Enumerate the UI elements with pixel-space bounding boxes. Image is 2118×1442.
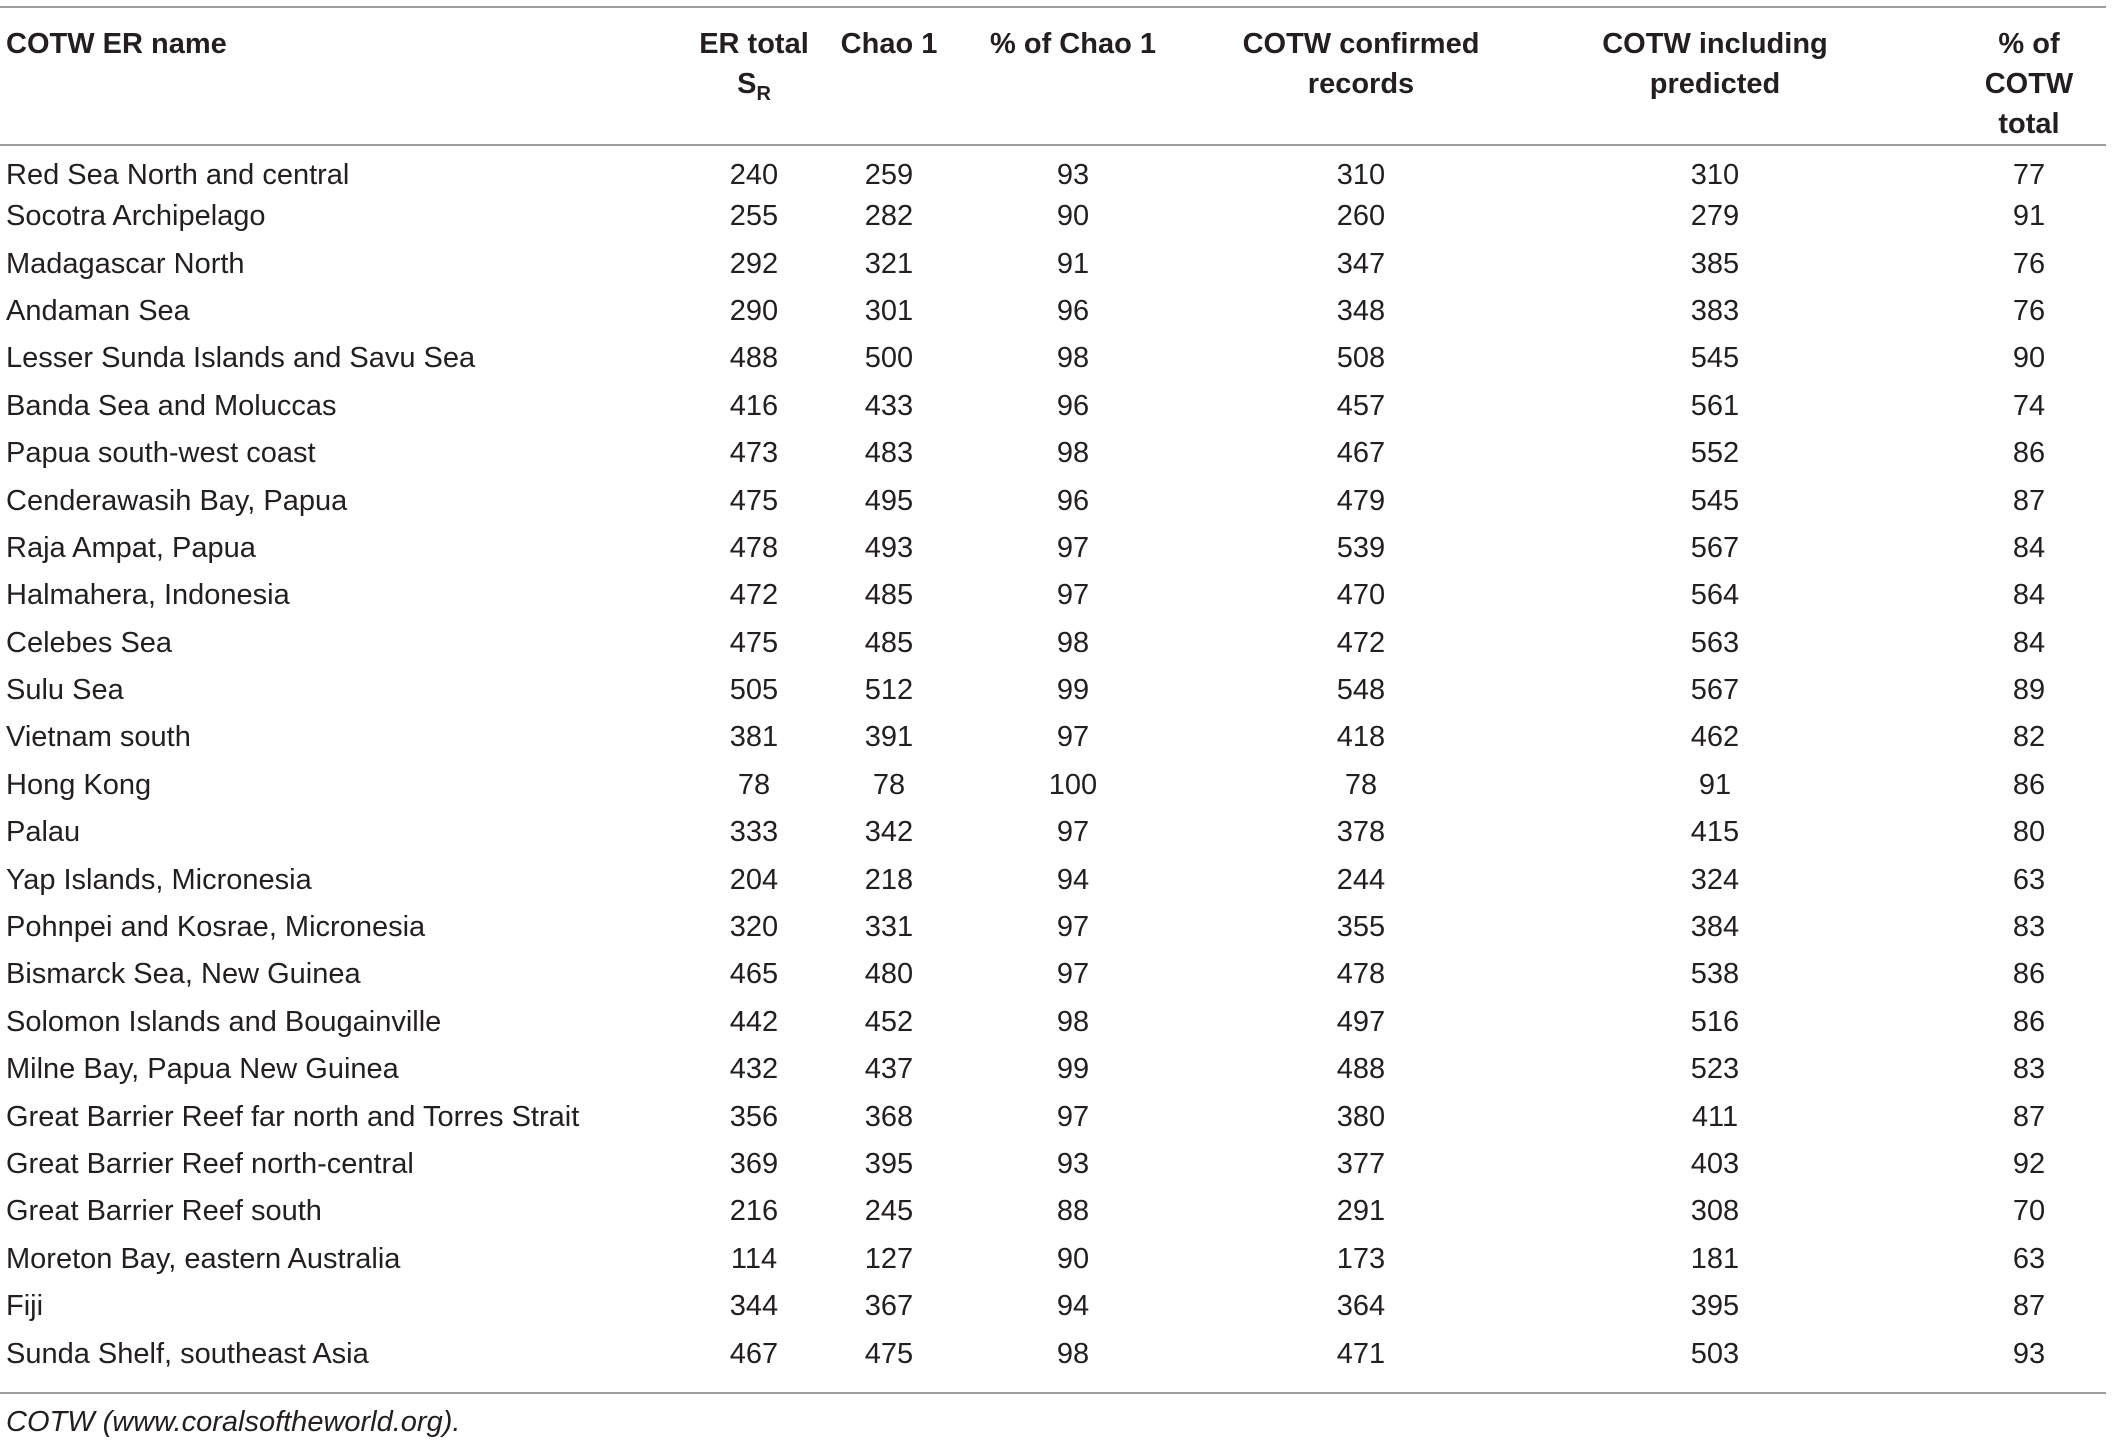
footnote-row <box>0 1393 2106 1442</box>
cell-pct-chao1: 97 <box>1056 531 1090 564</box>
cell-cotw-predicted: 563 <box>1690 626 1740 659</box>
table-row <box>0 525 2106 572</box>
cell-er-name: Vietnam south <box>6 721 191 754</box>
cell-cotw-predicted: 538 <box>1690 958 1740 991</box>
cell-cotw-confirmed: 78 <box>1344 768 1378 801</box>
cell-cotw-predicted: 545 <box>1690 342 1740 375</box>
cell-chao1: 391 <box>864 721 914 754</box>
cell-pct-cotw: 63 <box>2012 1242 2046 1275</box>
table-row <box>0 430 2106 477</box>
cell-pct-cotw: 87 <box>2012 1290 2046 1323</box>
table-row <box>0 809 2106 856</box>
cell-cotw-confirmed: 471 <box>1336 1337 1386 1370</box>
cell-cotw-predicted: 91 <box>1698 768 1732 801</box>
cell-er-name: Lesser Sunda Islands and Savu Sea <box>6 342 476 375</box>
cell-pct-chao1: 88 <box>1056 1195 1090 1228</box>
cell-er-name: Yap Islands, Micronesia <box>6 863 312 896</box>
cell-er-total: 475 <box>729 626 779 659</box>
cell-chao1: 331 <box>864 911 914 944</box>
cell-chao1: 495 <box>864 484 914 517</box>
cell-cotw-confirmed: 508 <box>1336 342 1386 375</box>
cell-cotw-predicted: 516 <box>1690 1005 1740 1038</box>
cell-cotw-predicted: 415 <box>1690 816 1740 849</box>
table-row <box>0 999 2106 1046</box>
cell-er-name: Pohnpei and Kosrae, Micronesia <box>6 911 426 944</box>
cell-cotw-predicted: 308 <box>1690 1195 1740 1228</box>
cell-cotw-confirmed: 377 <box>1336 1148 1386 1180</box>
cell-pct-cotw: 74 <box>2012 389 2046 422</box>
cell-er-total: 114 <box>730 1242 778 1275</box>
cell-chao1: 475 <box>864 1337 914 1370</box>
cell-er-name: Great Barrier Reef north-central <box>6 1148 414 1180</box>
header-chao1: Chao 1 <box>814 7 952 145</box>
cell-cotw-predicted: 384 <box>1690 911 1740 944</box>
cell-pct-cotw: 93 <box>2012 1337 2046 1370</box>
cell-chao1: 483 <box>864 437 914 470</box>
cell-chao1: 395 <box>864 1148 914 1180</box>
cell-pct-chao1: 98 <box>1056 1337 1090 1370</box>
cell-pct-chao1: 96 <box>1056 484 1090 517</box>
cell-er-total: 216 <box>729 1195 779 1228</box>
table-row <box>0 667 2106 714</box>
header-cotw-predicted: COTW including predicted <box>1528 7 1902 145</box>
cell-cotw-confirmed: 355 <box>1336 911 1386 944</box>
cell-chao1: 493 <box>864 531 914 564</box>
header-pct-chao1: % of Chao 1 <box>952 7 1194 145</box>
cell-er-name: Solomon Islands and Bougainville <box>6 1005 442 1038</box>
cell-cotw-confirmed: 380 <box>1336 1100 1386 1133</box>
cell-er-name: Fiji <box>6 1290 44 1323</box>
cell-er-total: 478 <box>729 531 779 564</box>
cell-pct-cotw: 70 <box>2012 1195 2046 1228</box>
cell-pct-chao1: 99 <box>1056 1053 1090 1086</box>
cell-cotw-predicted: 523 <box>1690 1053 1740 1086</box>
cell-pct-chao1: 97 <box>1056 911 1090 944</box>
cell-cotw-predicted: 567 <box>1690 531 1740 564</box>
cell-pct-cotw: 84 <box>2012 626 2046 659</box>
cell-cotw-confirmed: 539 <box>1336 531 1386 564</box>
cell-er-name: Celebes Sea <box>6 626 173 659</box>
cell-cotw-predicted: 403 <box>1690 1148 1740 1180</box>
table-footer <box>0 1378 2106 1442</box>
cell-cotw-confirmed: 472 <box>1336 626 1386 659</box>
cell-cotw-predicted: 567 <box>1690 674 1740 707</box>
cell-cotw-predicted: 385 <box>1690 247 1740 280</box>
cell-chao1: 437 <box>864 1053 914 1086</box>
cell-cotw-predicted: 545 <box>1690 484 1740 517</box>
cell-pct-chao1: 94 <box>1056 1290 1090 1323</box>
cell-chao1: 321 <box>864 247 914 280</box>
cell-er-total: 204 <box>729 863 779 896</box>
cell-pct-chao1: 97 <box>1056 721 1090 754</box>
cell-er-name: Banda Sea and Moluccas <box>6 389 337 422</box>
cell-pct-cotw: 90 <box>2012 342 2046 375</box>
cell-pct-cotw: 87 <box>2012 1100 2046 1133</box>
header-cotw-confirmed: COTW confirmed records <box>1194 7 1528 145</box>
cell-er-total: 432 <box>729 1053 779 1086</box>
table-header <box>0 7 2106 145</box>
cell-cotw-confirmed: 260 <box>1336 200 1386 233</box>
footnote: COTW (www.coralsoftheworld.org). <box>0 1393 2106 1442</box>
cell-pct-cotw: 86 <box>2012 958 2046 991</box>
cell-chao1: 218 <box>864 863 914 896</box>
cell-pct-chao1: 98 <box>1056 342 1090 375</box>
cell-chao1: 282 <box>864 200 914 233</box>
header-er-name: COTW ER name <box>0 7 574 145</box>
cell-er-total: 488 <box>729 342 779 375</box>
cell-pct-chao1: 98 <box>1056 626 1090 659</box>
table-row <box>0 477 2106 524</box>
cell-pct-cotw: 77 <box>2012 159 2046 191</box>
header-pct-cotw: % of COTW total <box>1902 7 2106 145</box>
cell-er-total: 333 <box>729 816 779 849</box>
cell-cotw-confirmed: 378 <box>1336 816 1386 849</box>
table-row <box>0 288 2106 335</box>
cell-cotw-confirmed: 244 <box>1336 863 1386 896</box>
cell-er-name: Great Barrier Reef south <box>6 1195 322 1228</box>
cell-chao1: 259 <box>864 159 914 191</box>
cell-pct-chao1: 96 <box>1056 389 1090 422</box>
table-row <box>0 1141 2106 1188</box>
cell-er-total: 255 <box>729 200 779 233</box>
cell-er-total: 505 <box>729 674 779 707</box>
cell-cotw-predicted: 503 <box>1690 1337 1740 1370</box>
table-row <box>0 904 2106 951</box>
cell-pct-cotw: 84 <box>2012 579 2046 612</box>
cell-cotw-predicted: 411 <box>1691 1100 1739 1133</box>
header-er-total: ER total $S_R$ <box>574 7 814 145</box>
cell-pct-cotw: 91 <box>2012 200 2046 233</box>
cell-pct-chao1: 96 <box>1056 294 1090 327</box>
cell-pct-cotw: 84 <box>2012 531 2046 564</box>
cell-er-name: Milne Bay, Papua New Guinea <box>6 1053 399 1086</box>
table-row <box>0 951 2106 998</box>
cell-er-total: 369 <box>729 1148 779 1180</box>
cell-er-name: Bismarck Sea, New Guinea <box>6 958 361 991</box>
cell-cotw-confirmed: 173 <box>1336 1242 1386 1275</box>
cell-chao1: 78 <box>872 768 906 801</box>
cell-pct-cotw: 76 <box>2012 247 2046 280</box>
cell-cotw-confirmed: 467 <box>1336 437 1386 470</box>
table-row <box>0 714 2106 761</box>
table-row <box>0 383 2106 430</box>
cell-er-total: 344 <box>729 1290 779 1323</box>
cell-cotw-confirmed: 478 <box>1336 958 1386 991</box>
table-row <box>0 1283 2106 1330</box>
cell-chao1: 433 <box>864 389 914 422</box>
cell-er-name: Cenderawasih Bay, Papua <box>6 484 348 517</box>
cell-cotw-confirmed: 457 <box>1336 389 1386 422</box>
cell-er-total: 320 <box>729 911 779 944</box>
cell-pct-chao1: 93 <box>1056 1148 1090 1180</box>
cell-pct-chao1: 90 <box>1056 200 1090 233</box>
cell-er-total: 78 <box>737 768 771 801</box>
cell-cotw-confirmed: 479 <box>1336 484 1386 517</box>
cell-chao1: 512 <box>864 674 914 707</box>
table-row <box>0 1330 2106 1377</box>
cell-er-total: 467 <box>729 1337 779 1370</box>
table-row <box>0 240 2106 287</box>
cell-er-total: 472 <box>729 579 779 612</box>
cell-er-name: Hong Kong <box>6 768 152 801</box>
cell-er-name: Sulu Sea <box>6 674 124 707</box>
cell-pct-cotw: 89 <box>2012 674 2046 707</box>
cell-pct-cotw: 86 <box>2012 1005 2046 1038</box>
cell-cotw-predicted: 462 <box>1690 721 1740 754</box>
cell-er-name: Raja Ampat, Papua <box>6 531 256 564</box>
table-body <box>0 145 2106 1378</box>
cell-pct-chao1: 97 <box>1056 816 1090 849</box>
cell-cotw-confirmed: 291 <box>1336 1195 1386 1228</box>
cell-pct-chao1: 97 <box>1056 579 1090 612</box>
cell-pct-cotw: 82 <box>2012 721 2046 754</box>
cell-cotw-confirmed: 310 <box>1336 159 1386 191</box>
cell-cotw-confirmed: 470 <box>1336 579 1386 612</box>
cell-pct-chao1: 98 <box>1056 1005 1090 1038</box>
cell-er-name: Socotra Archipelago <box>6 200 266 233</box>
cell-cotw-predicted: 552 <box>1690 437 1740 470</box>
cell-chao1: 368 <box>864 1100 914 1133</box>
cell-cotw-predicted: 395 <box>1690 1290 1740 1323</box>
cell-pct-cotw: 87 <box>2012 484 2046 517</box>
cell-pct-cotw: 63 <box>2012 863 2046 896</box>
table-row <box>0 856 2106 903</box>
cell-cotw-confirmed: 488 <box>1336 1053 1386 1086</box>
table-row <box>0 335 2106 382</box>
footer-spacer <box>0 1378 2106 1393</box>
cell-cotw-confirmed: 347 <box>1336 247 1386 280</box>
cell-er-name: Red Sea North and central <box>6 159 350 191</box>
cell-cotw-confirmed: 348 <box>1336 294 1386 327</box>
cell-er-total: 416 <box>729 389 779 422</box>
cell-chao1: 342 <box>864 816 914 849</box>
cell-chao1: 452 <box>864 1005 914 1038</box>
cell-pct-cotw: 92 <box>2012 1148 2046 1180</box>
cell-pct-cotw: 86 <box>2012 768 2046 801</box>
cell-cotw-predicted: 181 <box>1690 1242 1740 1275</box>
cell-chao1: 127 <box>864 1242 914 1275</box>
cell-er-name: Andaman Sea <box>6 294 190 327</box>
cell-chao1: 301 <box>864 294 914 327</box>
cell-pct-cotw: 86 <box>2012 437 2046 470</box>
species-richness-table <box>0 6 2106 1442</box>
cell-chao1: 485 <box>864 626 914 659</box>
table-row <box>0 145 2106 193</box>
table-row <box>0 1236 2106 1283</box>
table-row <box>0 762 2106 809</box>
cell-cotw-predicted: 310 <box>1690 159 1740 191</box>
cell-er-total: 356 <box>729 1100 779 1133</box>
cell-pct-cotw: 80 <box>2012 816 2046 849</box>
cell-chao1: 367 <box>864 1290 914 1323</box>
table-row <box>0 1046 2106 1093</box>
cell-pct-chao1: 100 <box>1048 768 1098 801</box>
cell-cotw-confirmed: 497 <box>1336 1005 1386 1038</box>
cell-chao1: 500 <box>864 342 914 375</box>
cell-pct-chao1: 97 <box>1056 1100 1090 1133</box>
cell-er-total: 240 <box>729 159 779 191</box>
table-row <box>0 620 2106 667</box>
cell-er-total: 475 <box>729 484 779 517</box>
cell-chao1: 245 <box>864 1195 914 1228</box>
table-row <box>0 1093 2106 1140</box>
cell-er-name: Great Barrier Reef far north and Torres Strait <box>6 1100 580 1133</box>
cell-pct-cotw: 83 <box>2012 1053 2046 1086</box>
cell-pct-chao1: 90 <box>1056 1242 1090 1275</box>
cell-cotw-predicted: 324 <box>1690 863 1740 896</box>
cell-er-name: Halmahera, Indonesia <box>6 579 290 612</box>
cell-er-total: 442 <box>729 1005 779 1038</box>
cell-er-name: Sunda Shelf, southeast Asia <box>6 1337 369 1370</box>
cell-pct-chao1: 94 <box>1056 863 1090 896</box>
cell-er-name: Moreton Bay, eastern Australia <box>6 1242 401 1275</box>
cell-cotw-predicted: 383 <box>1690 294 1740 327</box>
cell-er-name: Palau <box>6 816 81 849</box>
cell-pct-cotw: 83 <box>2012 911 2046 944</box>
cell-pct-chao1: 99 <box>1056 674 1090 707</box>
cell-cotw-confirmed: 418 <box>1336 721 1386 754</box>
cell-er-name: Papua south-west coast <box>6 437 316 470</box>
cell-er-name: Madagascar North <box>6 247 245 280</box>
header-row <box>0 7 2106 145</box>
cell-chao1: 480 <box>864 958 914 991</box>
cell-er-total: 292 <box>729 247 779 280</box>
cell-cotw-confirmed: 364 <box>1336 1290 1386 1323</box>
cell-cotw-confirmed: 548 <box>1336 674 1386 707</box>
cell-pct-chao1: 98 <box>1056 437 1090 470</box>
table-row <box>0 193 2106 240</box>
cell-er-total: 381 <box>729 721 779 754</box>
cell-pct-chao1: 97 <box>1056 958 1090 991</box>
cell-cotw-predicted: 561 <box>1690 389 1740 422</box>
cell-pct-chao1: 93 <box>1056 159 1090 191</box>
cell-pct-chao1: 91 <box>1056 247 1090 280</box>
cell-er-total: 473 <box>729 437 779 470</box>
cell-pct-cotw: 76 <box>2012 294 2046 327</box>
table-row <box>0 572 2106 619</box>
cell-cotw-predicted: 564 <box>1690 579 1740 612</box>
table-row <box>0 1188 2106 1235</box>
cell-er-total: 290 <box>729 294 779 327</box>
cell-er-total: 465 <box>729 958 779 991</box>
cell-chao1: 485 <box>864 579 914 612</box>
cell-cotw-predicted: 279 <box>1690 200 1740 233</box>
